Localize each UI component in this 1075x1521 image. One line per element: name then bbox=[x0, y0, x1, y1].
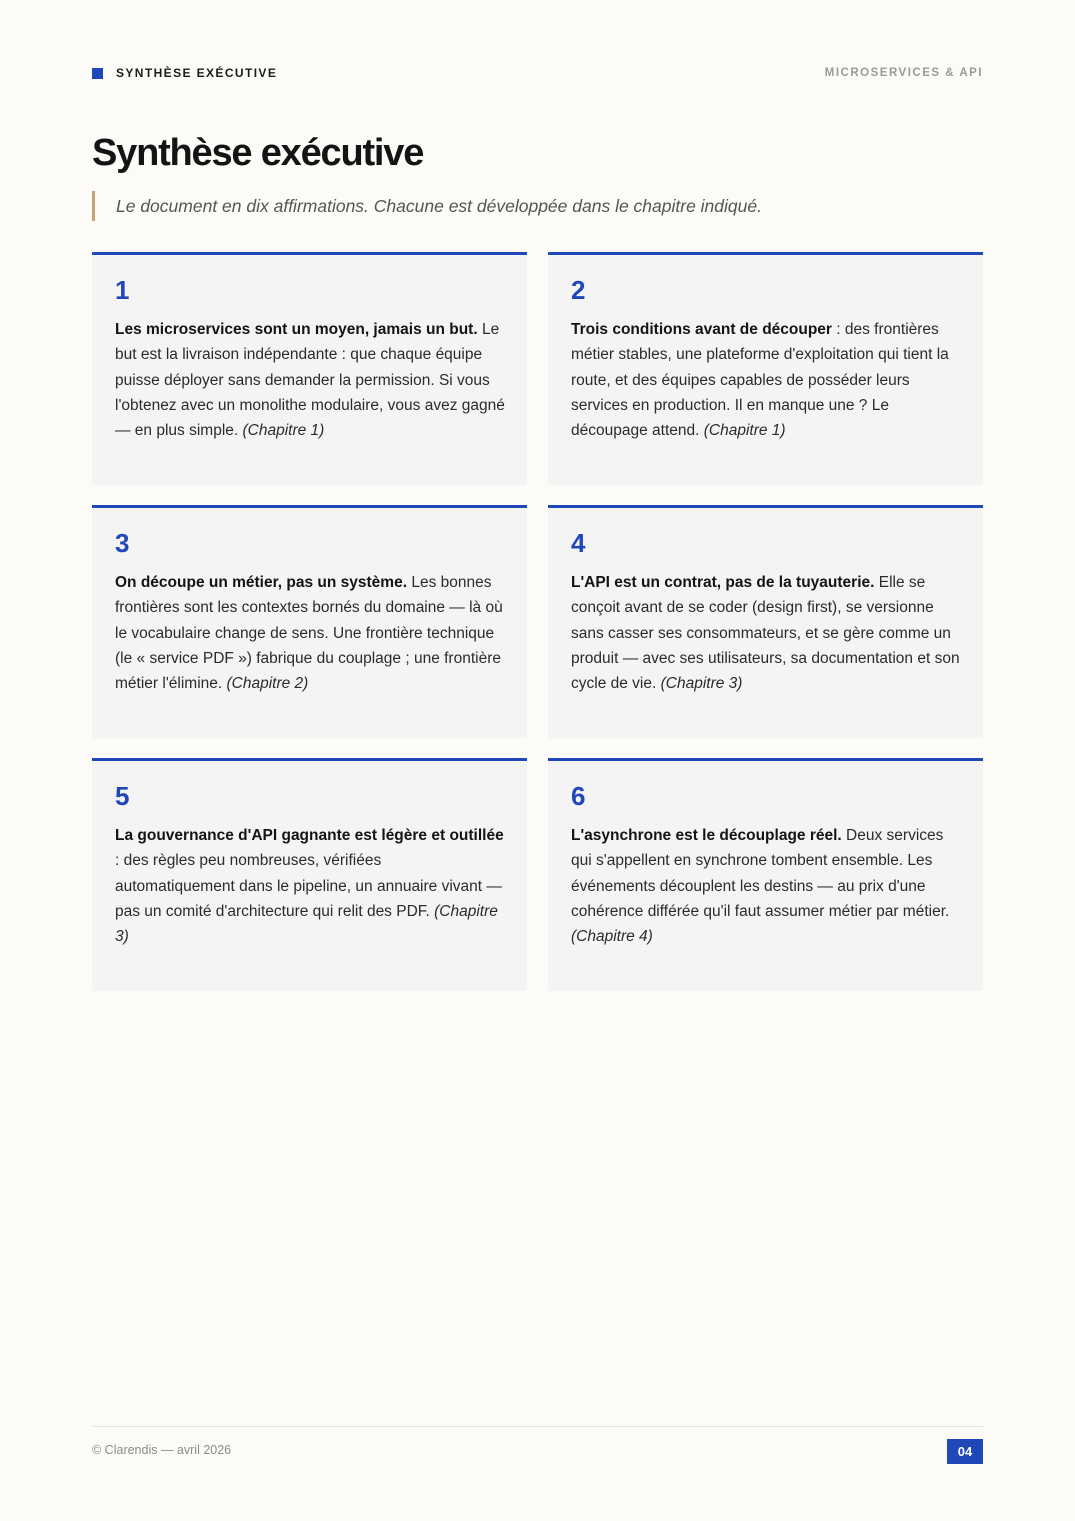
summary-card-3 bbox=[92, 505, 527, 738]
card-text bbox=[115, 570, 505, 696]
card-text bbox=[115, 823, 505, 949]
summary-card-6 bbox=[548, 758, 983, 991]
summary-card-2 bbox=[548, 252, 983, 485]
card-body: Deux services qui s'appellent en synchrone tombent ensemble. Les événements découplent les destins — au prix d'une cohérence différée qu'il faut assumer métier par métier. bbox=[571, 827, 950, 920]
card-number: 1 bbox=[115, 275, 130, 305]
chapter-reference: (Chapitre 4) bbox=[571, 928, 653, 946]
card-body: : des règles peu nombreuses, vérifiées automatiquement dans le pipeline, un annuaire vivant — pas un comité d'architecture qui relit des PDF. bbox=[115, 852, 502, 920]
card-lead-in: L'API est un contrat, pas de la tuyauterie. bbox=[571, 574, 875, 591]
card-text bbox=[571, 823, 961, 949]
footer-divider bbox=[92, 1426, 983, 1427]
card-lead-in: La gouvernance d'API gagnante est légère et outillée bbox=[115, 827, 504, 844]
card-number: 2 bbox=[571, 275, 586, 305]
chapter-reference: (Chapitre 1) bbox=[242, 422, 325, 440]
header-section bbox=[92, 66, 277, 80]
summary-card-5 bbox=[92, 758, 527, 991]
card-number: 4 bbox=[571, 528, 586, 558]
summary-card-4 bbox=[548, 505, 983, 738]
page-title: Synthèse exécutive bbox=[92, 132, 424, 174]
card-body: : des frontières métier stables, une plateforme d'exploitation qui tient la route, et des équipes capables de posséder leurs services en production. Il en manque une ? Le découpage attend. bbox=[571, 321, 949, 440]
copyright-notice: © Clarendis — avril 2026 bbox=[92, 1443, 232, 1457]
chapter-reference: (Chapitre 1) bbox=[703, 422, 786, 440]
section-label: SYNTHÈSE EXÉCUTIVE bbox=[116, 66, 278, 80]
document-label: MICROSERVICES & API bbox=[824, 67, 983, 79]
card-body: Le but est la livraison indépendante : que chaque équipe puisse déployer sans demander la permission. Si vous l'obtenez avec un monolithe modulaire, vous avez gagné — en plus simple. bbox=[115, 321, 505, 440]
page bbox=[92, 0, 983, 1521]
card-body: Les bonnes frontières sont les contextes bornés du domaine — là où le vocabulaire change de sens. Une frontière technique (le « service PDF ») fabrique du couplage ; une frontière métier l'élimine. bbox=[115, 574, 503, 693]
card-lead-in: L'asynchrone est le découplage réel. bbox=[571, 827, 842, 844]
card-number: 5 bbox=[115, 781, 130, 811]
card-lead-in: Les microservices sont un moyen, jamais un but. bbox=[115, 321, 478, 338]
chapter-reference: (Chapitre 2) bbox=[226, 675, 309, 693]
card-lead-in: Trois conditions avant de découper bbox=[571, 321, 832, 338]
card-number: 6 bbox=[571, 781, 586, 811]
lead-paragraph: Le document en dix affirmations. Chacune est développée dans le chapitre indiqué. bbox=[92, 191, 762, 221]
chapter-reference: (Chapitre 3) bbox=[115, 902, 498, 946]
card-text bbox=[571, 570, 961, 696]
card-body: Elle se conçoit avant de se coder (design first), se versionne sans casser ses consommateurs, et se gère comme un produit — avec ses utilisateurs, sa documentation et son cycle de vie. bbox=[571, 574, 960, 693]
card-text bbox=[115, 317, 505, 443]
chapter-reference: (Chapitre 3) bbox=[660, 675, 743, 693]
section-marker-icon bbox=[92, 68, 103, 79]
summary-card-1 bbox=[92, 252, 527, 485]
page-number-badge: 04 bbox=[947, 1439, 983, 1464]
card-lead-in: On découpe un métier, pas un système. bbox=[115, 574, 408, 591]
running-header bbox=[92, 66, 983, 82]
card-text bbox=[571, 317, 961, 443]
card-number: 3 bbox=[115, 528, 130, 558]
